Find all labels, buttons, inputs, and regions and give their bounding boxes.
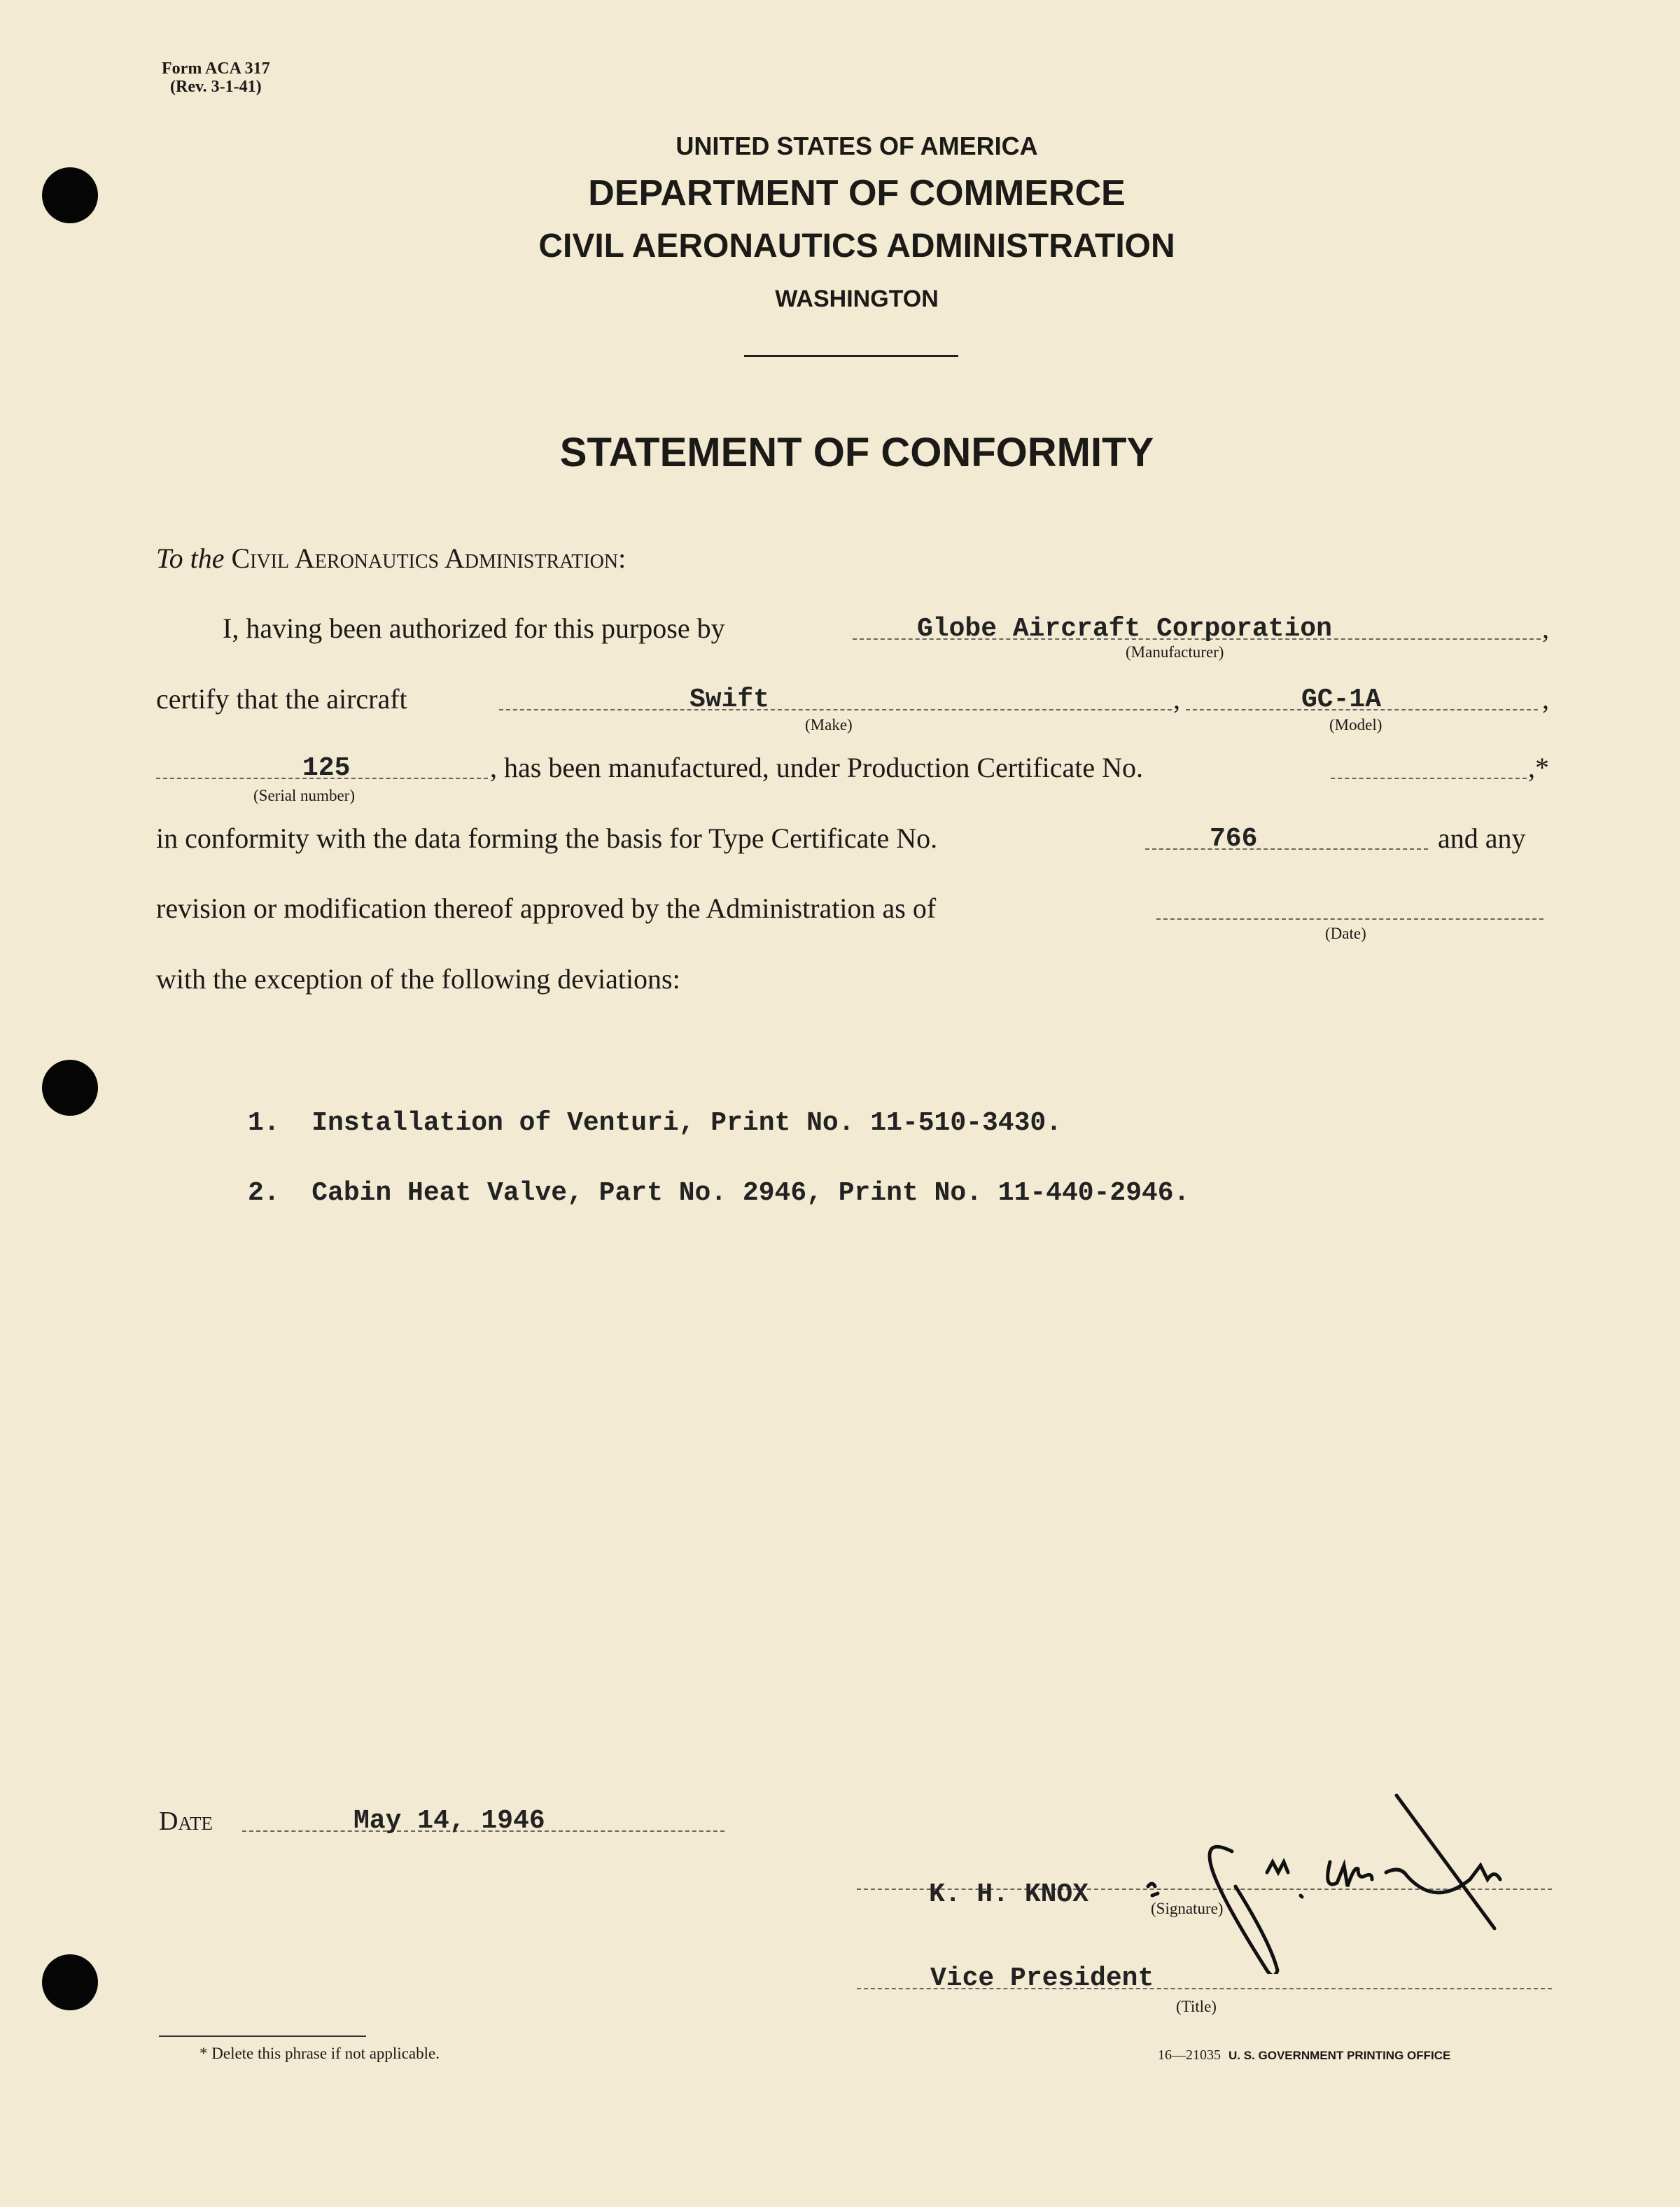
- body-line-4: in conformity with the data forming the basis for Type Certificate No.: [156, 822, 938, 854]
- comma: ,: [1542, 612, 1549, 644]
- body-line-4-end: and any: [1438, 822, 1526, 854]
- signer-name: K. H. KNOX: [929, 1879, 1089, 1910]
- header-agency-text: CIVIL AERONAUTICS ADMINISTRATION: [538, 227, 1175, 265]
- comma-star: ,*: [1528, 752, 1549, 783]
- body-line-3: , has been manufactured, under Production Certificate No.: [490, 752, 1144, 783]
- make-value: Swift: [690, 685, 770, 715]
- footnote-rule: [159, 2036, 366, 2037]
- punch-hole: [42, 1060, 98, 1116]
- salutation-prefix: To the: [156, 542, 225, 574]
- salutation: [156, 542, 626, 574]
- body-line-1: I, having been authorized for this purpose by: [223, 612, 725, 644]
- production-certificate-field-line: [1331, 778, 1527, 779]
- header-department: DEPARTMENT OF COMMERCE: [588, 173, 1126, 213]
- form-number: [162, 60, 270, 95]
- header-country: UNITED STATES OF AMERICA: [676, 132, 1038, 160]
- serial-label: (Serial number): [253, 787, 355, 804]
- body-line-5: revision or modification thereof approved by the Administration as of: [156, 892, 937, 924]
- title-label: (Title): [1176, 1998, 1217, 2015]
- manufacturer-value: Globe Aircraft Corporation: [917, 614, 1332, 644]
- serial-value: 125: [302, 753, 351, 783]
- deviation-item: 1. Installation of Venturi, Print No. 11-510-3430.: [248, 1108, 1062, 1138]
- deviation-item: 2. Cabin Heat Valve, Part No. 2946, Print No. 11-440-2946.: [248, 1178, 1190, 1208]
- handwritten-signature: [1120, 1792, 1568, 1974]
- manufacturer-label: (Manufacturer): [1126, 643, 1224, 661]
- form-revision: (Rev. 3-1-41): [170, 78, 262, 96]
- type-certificate-field-line: [1145, 848, 1428, 850]
- date-label: (Date): [1325, 925, 1366, 942]
- body-line-2: certify that the aircraft: [156, 683, 407, 715]
- date-field-label: Date: [159, 1807, 213, 1836]
- header-rule: [744, 355, 958, 357]
- comma: ,: [1542, 683, 1549, 715]
- footnote: * Delete this phrase if not applicable.: [200, 2045, 440, 2062]
- body-line-6: with the exception of the following deviations:: [156, 963, 680, 995]
- type-certificate-value: 766: [1210, 824, 1258, 854]
- printer-office: U. S. GOVERNMENT PRINTING OFFICE: [1228, 2049, 1451, 2062]
- date-as-of-field-line: [1156, 918, 1544, 920]
- punch-hole: [42, 1954, 98, 2010]
- printer-code: 16—21035: [1158, 2047, 1221, 2063]
- make-label: (Make): [805, 716, 853, 734]
- salutation-suffix: :: [618, 542, 626, 574]
- signer-title: Vice President: [930, 1963, 1154, 1994]
- comma: ,: [1173, 683, 1180, 715]
- make-field-line: [499, 709, 1172, 710]
- model-value: GC-1A: [1301, 685, 1382, 715]
- header-city: WASHINGTON: [775, 286, 939, 312]
- signature-label: (Signature): [1151, 1900, 1224, 1917]
- header-agency: [0, 227, 1680, 265]
- date-value: May 14, 1946: [354, 1806, 545, 1836]
- form-number-text: Form ACA 317: [162, 59, 270, 78]
- salutation-addressee: Civil Aeronautics Administration: [231, 542, 619, 574]
- document-title: STATEMENT OF CONFORMITY: [559, 430, 1154, 475]
- model-label: (Model): [1329, 716, 1382, 734]
